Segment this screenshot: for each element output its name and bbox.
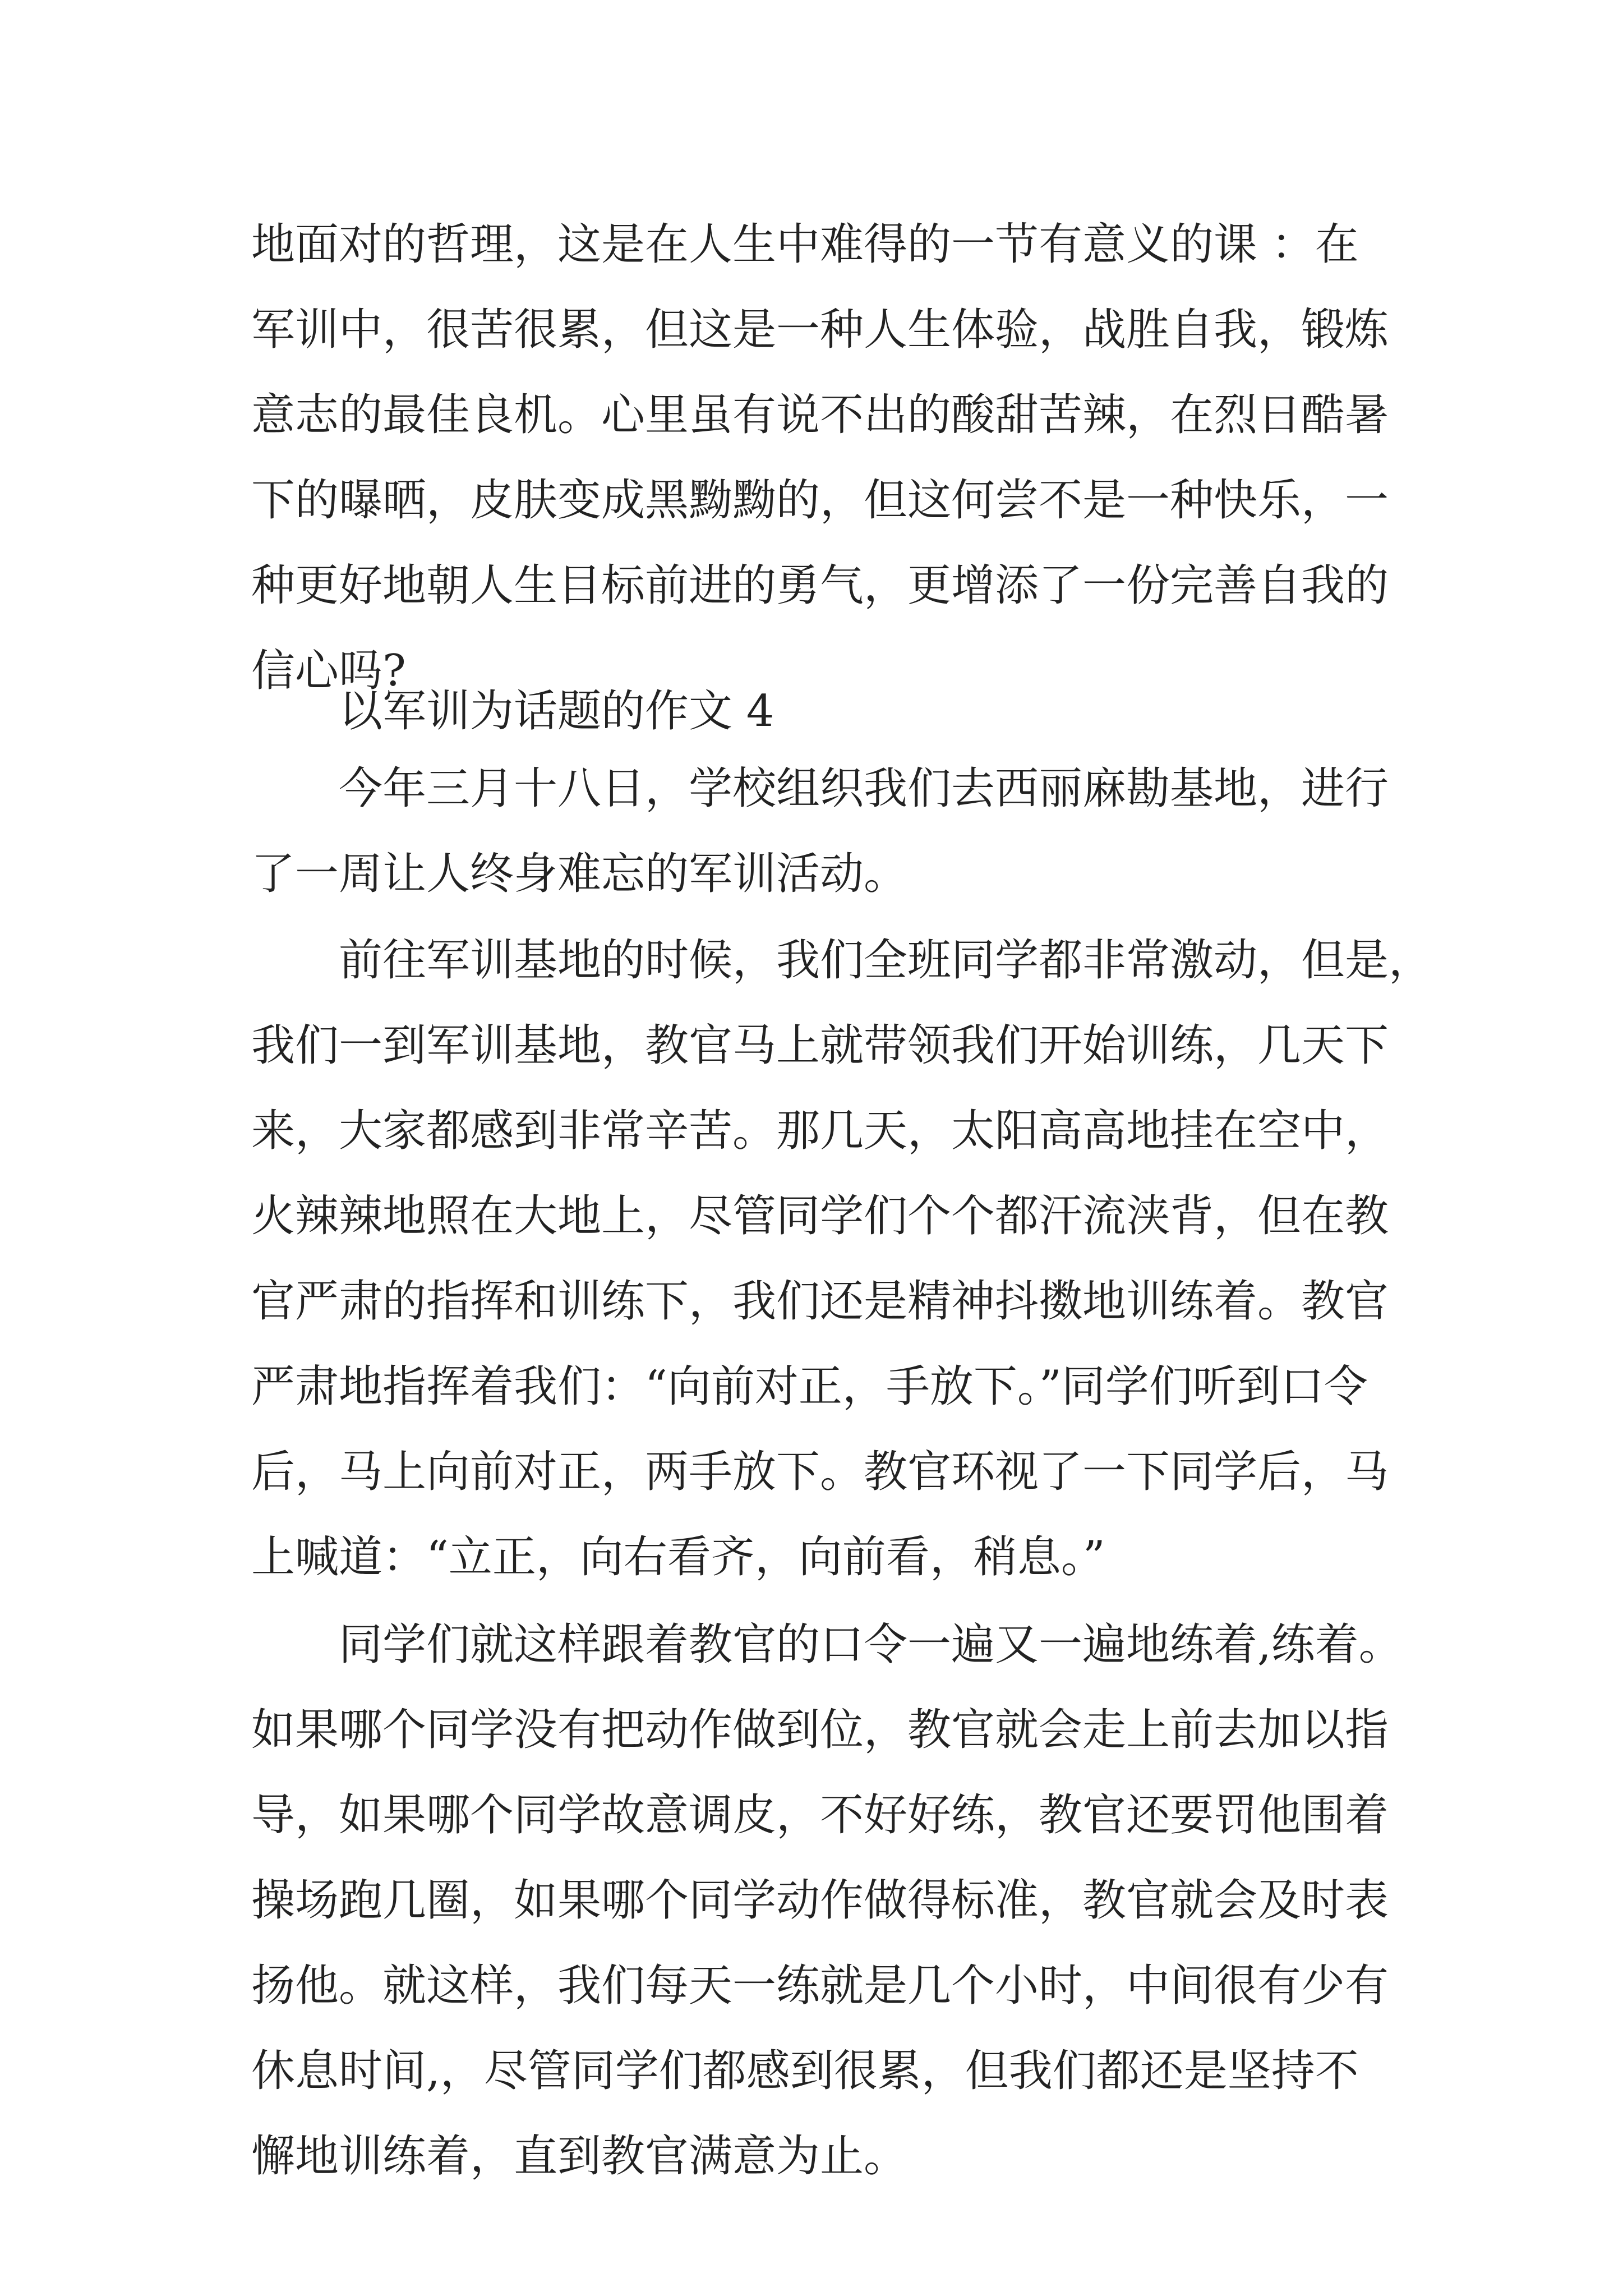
text-line: 军训中，很苦很累，但这是一种人生体验，战胜自我，锻炼: [251, 305, 1389, 355]
text-line: 扬他。就这样，我们每天一练就是几个小时，中间很有少有: [251, 1961, 1389, 2011]
text-line: 导，如果哪个同学故意调皮，不好好练，教官还要罚他围着: [251, 1790, 1389, 1841]
text-line: 火辣辣地照在大地上，尽管同学们个个都汗流浃背，但在教: [251, 1191, 1389, 1241]
text-line: 意志的最佳良机。心里虽有说不出的酸甜苦辣，在烈日酷暑: [251, 390, 1389, 440]
text-line: 如果哪个同学没有把动作做到位，教官就会走上前去加以指: [251, 1705, 1389, 1755]
paragraph-1: [251, 746, 1389, 917]
text-line: 今年三月十八日，学校组织我们去西丽麻勘基地，进行: [339, 763, 1389, 814]
text-line: 信心吗?: [251, 646, 406, 696]
text-line: 官严肃的指挥和训练下，我们还是精神抖擞地训练着。教官: [251, 1276, 1389, 1327]
text-line: 种更好地朝人生目标前进的勇气，更增添了一份完善自我的: [251, 560, 1389, 611]
paragraph-2: [251, 918, 1433, 1600]
text-line: 懈地训练着，直到教官满意为止。: [251, 2131, 908, 2182]
text-line: 后，马上向前对正，两手放下。教官环视了一下同学后，马: [251, 1447, 1389, 1497]
text-line: 地面对的哲理，这是在人生中难得的一节有意义的课 ：在: [251, 219, 1359, 270]
text-line: 同学们就这样跟着教官的口令一遍又一遍地练着,练着。: [339, 1619, 1403, 1670]
section-heading-block: [251, 669, 1384, 754]
text-line: 我们一到军训基地，教官马上就带领我们开始训练，几天下: [251, 1020, 1389, 1071]
text-line: 上喊道：“立正，向右看齐，向前看，稍息。”: [251, 1532, 1105, 1582]
text-line: 下的曝晒，皮肤变成黑黝黝的，但这何尝不是一种快乐，一: [251, 475, 1389, 526]
text-line: 了一周让人终身难忘的军训活动。: [251, 849, 908, 899]
text-line: 来，大家都感到非常辛苦。那几天，太阳高高地挂在空中，: [251, 1106, 1389, 1156]
text-line: 休息时间,，尽管同学们都感到很累，但我们都还是坚持不: [251, 2046, 1359, 2096]
section-heading: 以军训为话题的作文 4: [339, 686, 774, 737]
text-line: 操场跑几圈，如果哪个同学动作做得标准，教官就会及时表: [251, 1875, 1389, 1926]
text-line: 前往军训基地的时候，我们全班同学都非常激动，但是，: [339, 935, 1433, 986]
text-line: 严肃地指挥着我们：“向前对正，手放下。”同学们听到口令: [251, 1361, 1368, 1412]
paragraph-3: [251, 1602, 1403, 2199]
continued-paragraph: [251, 202, 1389, 714]
